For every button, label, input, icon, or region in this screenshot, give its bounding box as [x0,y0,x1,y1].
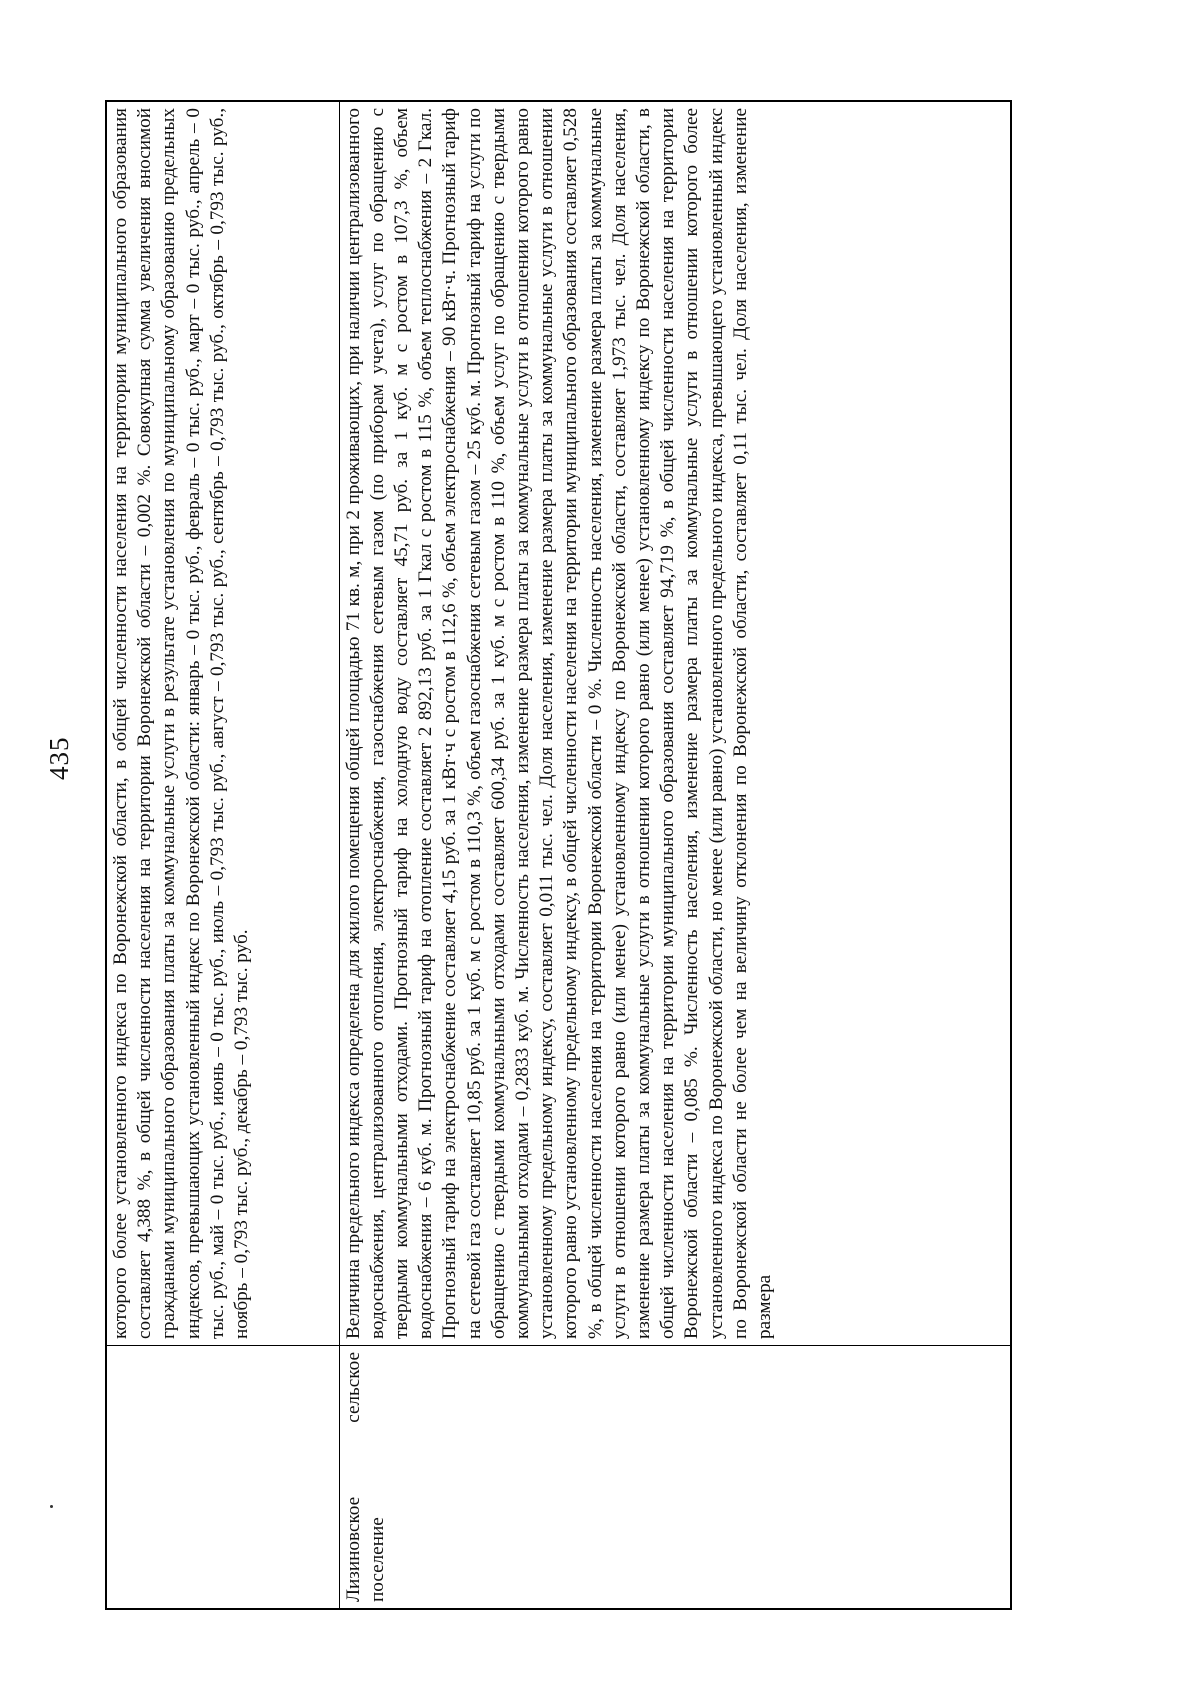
description-cell: которого более установленного индекса по Воронежской области, в общей численности населения на территории муниципального образования составляет 4,388 %, в общей численности населения на территории Воронежской области – 0,002 %. Совокупная сумма увеличения вносимой гражданами муниципального образования платы за коммунальные услуги в результате установления по муниципальному образованию предельных индексов, превышающих установленный индекс по Воронежской области: январь – 0 тыс. руб., февраль – 0 тыс. руб., март – 0 тыс. руб., апрель – 0 тыс. руб., май – 0 тыс. руб., июнь – 0 тыс. руб., июль – 0,793 тыс. руб., август – 0,793 тыс. руб., сентябрь – 0,793 тыс. руб., октябрь – 0,793 тыс. руб., ноябрь – 0,793 тыс. руб., декабрь – 0,793 тыс. руб. [106,101,339,1346]
municipality-cell [106,1346,339,1610]
rotated-table-wrapper [105,100,1010,1610]
table-row [339,101,1011,1609]
tariff-index-table [105,100,1012,1610]
description-cell: Величина предельного индекса определена для жилого помещения общей площадью 71 кв. м, при 2 проживающих, при наличии централизованного водоснабжения, централизованного отопления, электроснабжения, газоснабжения сетевым газом (по приборам учета), услуг по обращению с твердыми коммунальными отходами. Прогнозный тариф на холодную воду составляет 45,71 руб. за 1 куб. м с ростом в 107,3 %, объем водоснабжения – 6 куб. м. Прогнозный тариф на отопление составляет 2 892,13 руб. за 1 Гкал с ростом в 115 %, объем теплоснабжения – 2 Гкал. Прогнозный тариф на электроснабжение составляет 4,15 руб. за 1 кВт·ч с ростом в 112,6 %, объем электроснабжения – 90 кВт·ч. Прогнозный тариф на сетевой газ составляет 10,85 руб. за 1 куб. м с ростом в 110,3 %, объем газоснабжения сетевым газом – 25 куб. м. Прогнозный тариф на услуги по обращению с твердыми коммунальными отходами составляет 600,34 руб. за 1 куб. м с ростом в 110 %, объем услуг по обращению с твердыми коммунальными отходами – 0,2833 куб. м. Численность населения, изменение размера платы за коммунальные услуги в отношении которого равно установленному предельному индексу, составляет 0,011 тыс. чел. Доля населения, изменение размера платы за коммунальные услуги в отношении которого равно установленному предельному индексу, в общей численности населения на территории муниципального образования составляет 0,528 %, в общей численности населения на территории Воронежской области – 0 %. Численность населения, изменение размера платы за коммунальные услуги в отношении которого равно (или менее) установленному индексу по Воронежской области, составляет 1,973 тыс. чел. Доля населения, изменение размера платы за коммунальные услуги в отношении которого равно (или менее) установленному индексу по Воронежской области, в общей численности населения на территории муниципального образования составляет 94,719 %, в общей численности населения на территории Воронежской области – 0,085 %. Численность населения, изменение размера платы за коммунальные услуги в отношении которого более установленного индекса по Воронежской области, но менее (или равно) установленного предельного индекса, превышающего установленный индекс по Воронежской области не более чем на величину отклонения по Воронежской области, составляет 0,11 тыс. чел. Доля населения, изменение размера [339,101,1011,1346]
page-number: 435 [44,736,74,780]
scan-speck [50,1505,53,1508]
municipality-cell: Лизиновское сельское поселение [339,1346,1011,1610]
table-row [106,101,339,1609]
